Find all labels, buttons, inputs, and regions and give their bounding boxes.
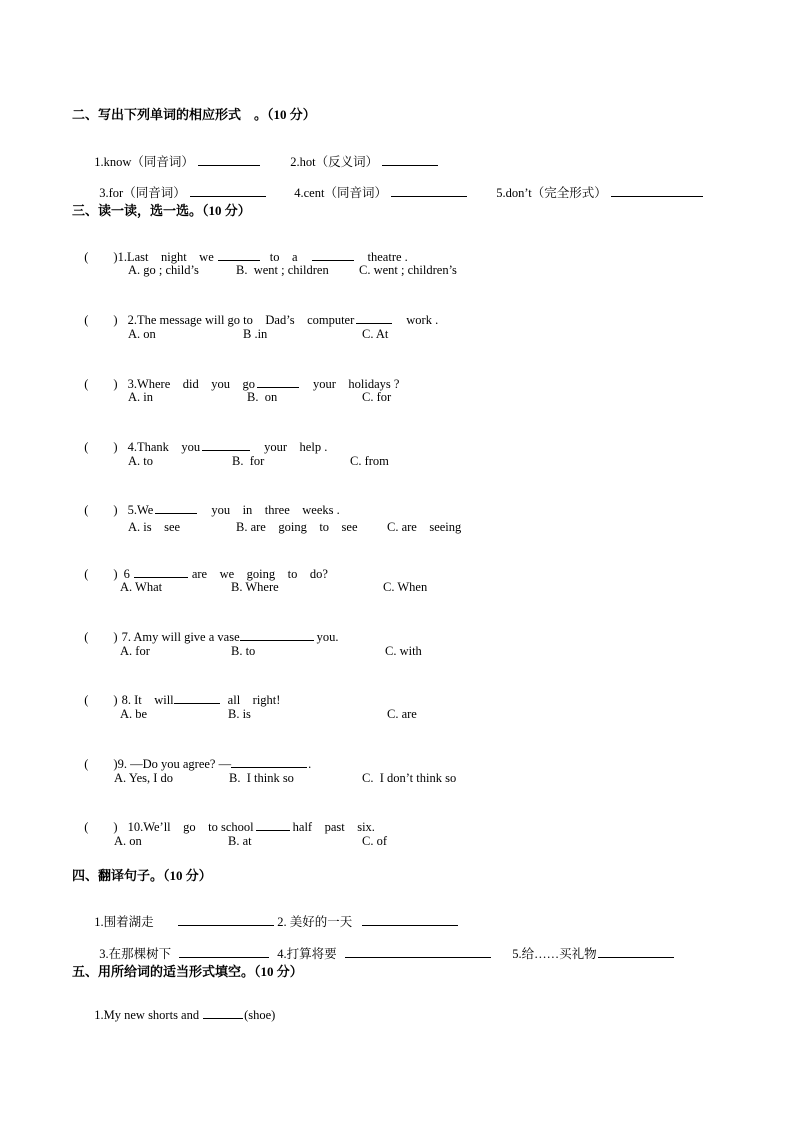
q6-option-a[interactable]: A. What: [120, 580, 163, 594]
q6-option-c[interactable]: C. When: [383, 580, 428, 594]
q1-answer-paren[interactable]: ( ): [84, 250, 118, 264]
q2-blank[interactable]: [356, 312, 392, 324]
section-4-title: 四、翻译句子。（10 分）: [72, 868, 212, 883]
s4-item-4-text: 4.打算将要: [277, 947, 337, 961]
q8-text-b: all right!: [227, 693, 281, 707]
q1-text-a: 1.Last night we: [117, 250, 214, 264]
section-2-title: 二、写出下列单词的相应形式 。（10 分）: [72, 107, 316, 122]
q7-answer-paren[interactable]: ( ): [84, 630, 118, 644]
s4-item-2-blank[interactable]: [362, 914, 458, 926]
q5-text-b: you in three weeks .: [211, 503, 340, 517]
q5-blank[interactable]: [155, 502, 197, 514]
q4-option-b[interactable]: B. for: [232, 454, 265, 468]
q10-text-a: 10.We’ll go to school: [127, 820, 254, 834]
q10-option-c[interactable]: C. of: [362, 834, 387, 848]
q4-option-c[interactable]: C. from: [350, 454, 389, 468]
q9-blank[interactable]: [231, 756, 307, 768]
q2-option-b[interactable]: B .in: [243, 327, 268, 341]
q8-text-a: 8. It will: [121, 693, 174, 707]
q10: [78, 802, 375, 835]
q10-blank[interactable]: [256, 819, 290, 831]
q1-text-b: to a: [269, 250, 298, 264]
s2-item-3-text: 3.for（同音词）: [99, 186, 186, 200]
q9-answer-paren[interactable]: ( ): [84, 757, 118, 771]
s4-item-3: [93, 929, 269, 962]
q7-option-c[interactable]: C. with: [385, 644, 422, 658]
q7-text-a: 7. Amy will give a vase: [121, 630, 240, 644]
q4-answer-paren[interactable]: ( ): [84, 440, 118, 454]
s5-item-1-hint: (shoe): [244, 1008, 276, 1022]
q5-option-a[interactable]: A. is see: [128, 520, 181, 534]
q3-blank[interactable]: [257, 376, 299, 388]
s2-item-2: [284, 137, 438, 170]
q6: [78, 549, 328, 582]
q2: [78, 295, 438, 328]
s2-item-2-blank[interactable]: [382, 154, 438, 166]
q5-text-a: 5.We: [127, 503, 154, 517]
q7-blank[interactable]: [240, 629, 314, 641]
s5-item-1: [88, 992, 275, 1023]
q7-option-a[interactable]: A. for: [120, 644, 150, 658]
q6-option-b[interactable]: B. Where: [231, 580, 279, 594]
q8: [78, 675, 280, 708]
s4-item-5-text: 5.给……买礼物: [512, 947, 597, 961]
q2-text-a: 2.The message will go to Dad’s computer: [127, 313, 355, 327]
s2-item-4-text: 4.cent（同音词）: [294, 186, 387, 200]
s4-item-2: [271, 897, 458, 930]
q1-blank-1[interactable]: [218, 249, 260, 261]
s4-item-4-blank[interactable]: [345, 946, 491, 958]
s4-item-4: [271, 929, 491, 962]
q7-text-b: you.: [316, 630, 339, 644]
q7-option-b[interactable]: B. to: [231, 644, 256, 658]
s4-item-2-text: 2. 美好的一天: [277, 915, 353, 929]
s4-item-5: [506, 929, 674, 962]
q10-option-a[interactable]: A. on: [114, 834, 142, 848]
q2-option-c[interactable]: C. At: [362, 327, 389, 341]
s4-item-1-text: 1.围着湖走: [94, 915, 154, 929]
s2-item-3-blank[interactable]: [190, 185, 266, 197]
q3: [78, 359, 399, 392]
s2-item-1-text: 1.know（同音词）: [94, 155, 194, 169]
q6-text-b: are we going to do?: [191, 567, 328, 581]
s4-item-1: [88, 897, 274, 930]
q8-option-a[interactable]: A. be: [120, 707, 148, 721]
q1-option-b[interactable]: B. went ; children: [236, 263, 329, 277]
q6-blank[interactable]: [134, 566, 188, 578]
q5-answer-paren[interactable]: ( ): [84, 503, 118, 517]
q4-option-a[interactable]: A. to: [128, 454, 153, 468]
s4-item-3-blank[interactable]: [179, 946, 269, 958]
q3-option-b[interactable]: B. on: [247, 390, 278, 404]
s2-item-5: [490, 168, 703, 201]
q8-answer-paren[interactable]: ( ): [84, 693, 118, 707]
s4-item-3-text: 3.在那棵树下: [99, 947, 172, 961]
q9-option-b[interactable]: B. I think so: [229, 771, 294, 785]
q4: [78, 422, 327, 455]
s2-item-3: [93, 168, 266, 201]
q10-answer-paren[interactable]: ( ): [84, 820, 118, 834]
q4-text-a: 4.Thank you: [127, 440, 201, 454]
q2-text-b: work .: [406, 313, 439, 327]
q6-text-a: 6: [123, 567, 130, 581]
s4-item-5-blank[interactable]: [598, 946, 674, 958]
q9-option-a[interactable]: A. Yes, I do: [114, 771, 174, 785]
s5-item-1-blank[interactable]: [203, 1007, 243, 1019]
q1-text-c: theatre .: [367, 250, 408, 264]
s2-item-5-blank[interactable]: [611, 185, 703, 197]
q3-text-a: 3.Where did you go: [127, 377, 255, 391]
q8-option-c[interactable]: C. are: [387, 707, 417, 721]
q4-blank[interactable]: [202, 439, 250, 451]
q1-option-a[interactable]: A. go ; child’s: [128, 263, 199, 277]
q5-option-b[interactable]: B. are going to see: [236, 520, 358, 534]
q8-option-b[interactable]: B. is: [228, 707, 251, 721]
q5-option-c[interactable]: C. are seeing: [387, 520, 462, 534]
q3-option-c[interactable]: C. for: [362, 390, 392, 404]
s5-item-1-text: 1.My new shorts and: [94, 1008, 200, 1022]
s4-item-1-blank[interactable]: [178, 914, 274, 926]
section-3-title: 三、读一读，选一选。（10 分）: [72, 203, 251, 218]
q9-text-a: 9. —Do you agree? —: [117, 757, 232, 771]
section-5-title: 五、用所给词的适当形式填空。（10 分）: [72, 964, 303, 979]
s2-item-2-text: 2.hot（反义词）: [290, 155, 379, 169]
q3-text-b: your holidays ?: [312, 377, 400, 391]
q1-option-c[interactable]: C. went ; children’s: [359, 263, 457, 277]
q9: [78, 739, 311, 772]
q3-option-a[interactable]: A. in: [128, 390, 153, 404]
q1-blank-2[interactable]: [312, 249, 354, 261]
q9-option-c[interactable]: C. I don’t think so: [362, 771, 457, 785]
s2-item-5-text: 5.don’t（完全形式）: [496, 186, 607, 200]
q1: [78, 232, 408, 265]
q2-answer-paren[interactable]: ( ): [84, 313, 118, 327]
q3-answer-paren[interactable]: ( ): [84, 377, 118, 391]
q10-text-b: half past six.: [292, 820, 375, 834]
s2-item-1: [88, 137, 260, 170]
q8-blank[interactable]: [174, 692, 220, 704]
s2-item-1-blank[interactable]: [198, 154, 260, 166]
q9-text-b: .: [308, 757, 312, 771]
q6-answer-paren[interactable]: ( ): [84, 567, 118, 581]
q2-option-a[interactable]: A. on: [128, 327, 156, 341]
q10-option-b[interactable]: B. at: [228, 834, 252, 848]
q7: [78, 612, 339, 645]
q4-text-b: your help .: [264, 440, 328, 454]
s2-item-4-blank[interactable]: [391, 185, 467, 197]
s2-item-4: [288, 168, 467, 201]
q5: [78, 485, 340, 518]
